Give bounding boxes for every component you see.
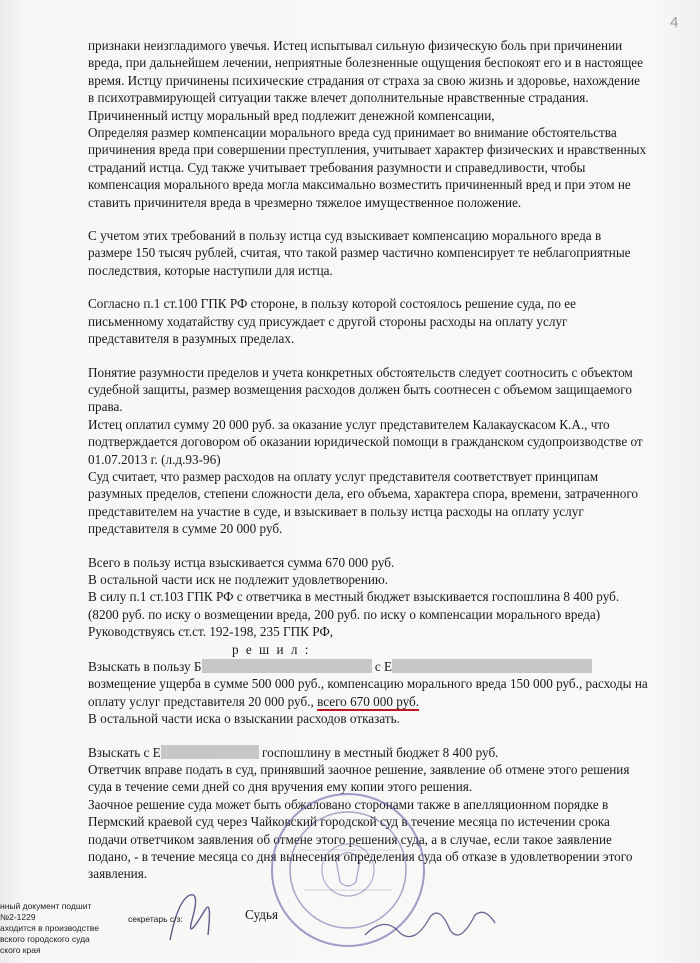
document-body bbox=[88, 37, 648, 883]
paragraph: Всего в пользу истца взыскивается сумма 670 000 руб. bbox=[88, 554, 395, 570]
paragraph: Суд считает, что размер расходов на оплату услуг представителя соответствует принципам разумных пределов, степени сложности дела, его объема, характера спора, времени, затраченного представителем на участие в суде, и взыскивает в пользу истца расходы на оплату услуг представителя в сумме 20 000 руб. bbox=[88, 468, 639, 537]
total-amount: всего 670 000 руб. bbox=[317, 693, 420, 709]
page-number: 4 bbox=[670, 14, 679, 31]
paragraph: В силу п.1 ст.103 ГПК РФ с ответчика в местный бюджет взыскивается госпошлина 8 400 руб. (8200 руб. по иску о возмещении вреда, 200 руб. по иску о компенсации морального вреда) bbox=[88, 589, 620, 622]
decision-heading: р е ш и л : bbox=[232, 641, 311, 657]
paragraph: Согласно п.1 ст.100 ГПК РФ стороне, в пользу которой состоялось решение суда, по ее письменному ходатайству суд присуждает с другой стороны расходы на оплату услуг представителя в разумных пределах. bbox=[88, 296, 576, 347]
redaction-block bbox=[392, 659, 592, 673]
archive-note-line: нный документ подшит bbox=[0, 901, 92, 911]
ruling-paragraph: Ответчик вправе подать в суд, принявший заочное решение, заявление об отмене этого решения суда в течение семи дней со дня вручения ему копии этого решения. bbox=[88, 762, 630, 795]
ruling-paragraph: В остальной части иска о взыскании расходов отказать. bbox=[88, 711, 400, 727]
paragraph: В остальной части иск не подлежит удовлетворению. bbox=[88, 571, 389, 587]
ruling-paragraph: Заочное решение суда может быть обжаловано сторонами также в апелляционном порядке в Пермский краевой суд через Чайковский городской суд в течение месяца по истечении срока подачи ответчиком заявления об отмене этого решения суда, а в случае, если такое заявление подано, - в течение месяца со дня вынесения определения суда об отказе в удовлетворении этого заявления. bbox=[88, 796, 633, 882]
archive-note-line: №2-1229 bbox=[0, 912, 36, 922]
paragraph: Руководствуясь ст.ст. 192-198, 235 ГПК РФ, bbox=[88, 624, 334, 640]
paragraph: Понятие разумности пределов и учета конкретных обстоятельств следует соотносить с объектом судебной защиты, размер возмещения расходов должен быть соотнесен с объемом защищаемого права. bbox=[88, 364, 633, 415]
archive-note bbox=[0, 901, 99, 956]
judge-label: Судья bbox=[245, 907, 279, 922]
archive-note-line: аходится в производстве bbox=[0, 923, 99, 933]
paragraph: Определяя размер компенсации морального вреда суд принимает во внимание обстоятельства причинения вреда при совершении преступления, учитывает характер физических и нравственных страданий истца. Суд также учитывает требования разумности и справедливости, чтобы компенсация морального вреда могла максимально возместить причиненный вред и при этом не ставить причинителя вреда в чрезмерно тяжелое имущественное положение. bbox=[88, 125, 647, 210]
ruling-paragraph bbox=[88, 658, 648, 710]
paragraph: С учетом этих требований в пользу истца суд взыскивает компенсацию морального вреда в размере 150 тысяч рублей, считая, что такой размер частично компенсирует те неблагоприятные последствия, которые наступили для истца. bbox=[88, 228, 631, 278]
paragraph: Истец оплатил сумму 20 000 руб. за оказание услуг представителем Калакаускасом К.А., что подтверждается договором об оказании юридической помощи в гражданском судопроизводстве от 01.07.2013 г. (л.д.93-96) bbox=[88, 416, 643, 467]
ruling-paragraph bbox=[88, 744, 648, 761]
archive-note-line: ского края bbox=[0, 945, 41, 955]
paragraph: Причиненный истцу моральный вред подлежит денежной компенсации, bbox=[88, 107, 495, 123]
paragraph: признаки неизгладимого увечья. Истец испытывал сильную физическую боль при причинении вреда, при дальнейшем лечении, неприятные болезненные ощущения беспокоят его и в настоящее время. Истцу причинены психические страдания от страха за свою жизнь и здоровье, нахождение в психотравмирующей ситуации также влечет дополнительные нравственные страдания. bbox=[88, 38, 643, 106]
archive-note-line: вского городского суда bbox=[0, 934, 90, 944]
ruling-text: возмещение ущерба в сумме 500 000 руб., компенсацию морального вреда 150 000 руб., расходы на оплату услуг представителя 20 000 руб., bbox=[88, 676, 648, 709]
judge-signature bbox=[360, 895, 500, 955]
redaction-block bbox=[202, 659, 372, 673]
ruling-text: Взыскать в пользу Б bbox=[88, 659, 202, 674]
secretary-label: секретарь с/з: bbox=[128, 914, 183, 924]
ruling-text: с Е bbox=[374, 659, 393, 674]
ruling-text: госпошлину в местный бюджет 8 400 руб. bbox=[262, 744, 499, 760]
ruling-text: Взыскать с Е bbox=[88, 744, 161, 760]
redaction-block bbox=[161, 745, 259, 759]
